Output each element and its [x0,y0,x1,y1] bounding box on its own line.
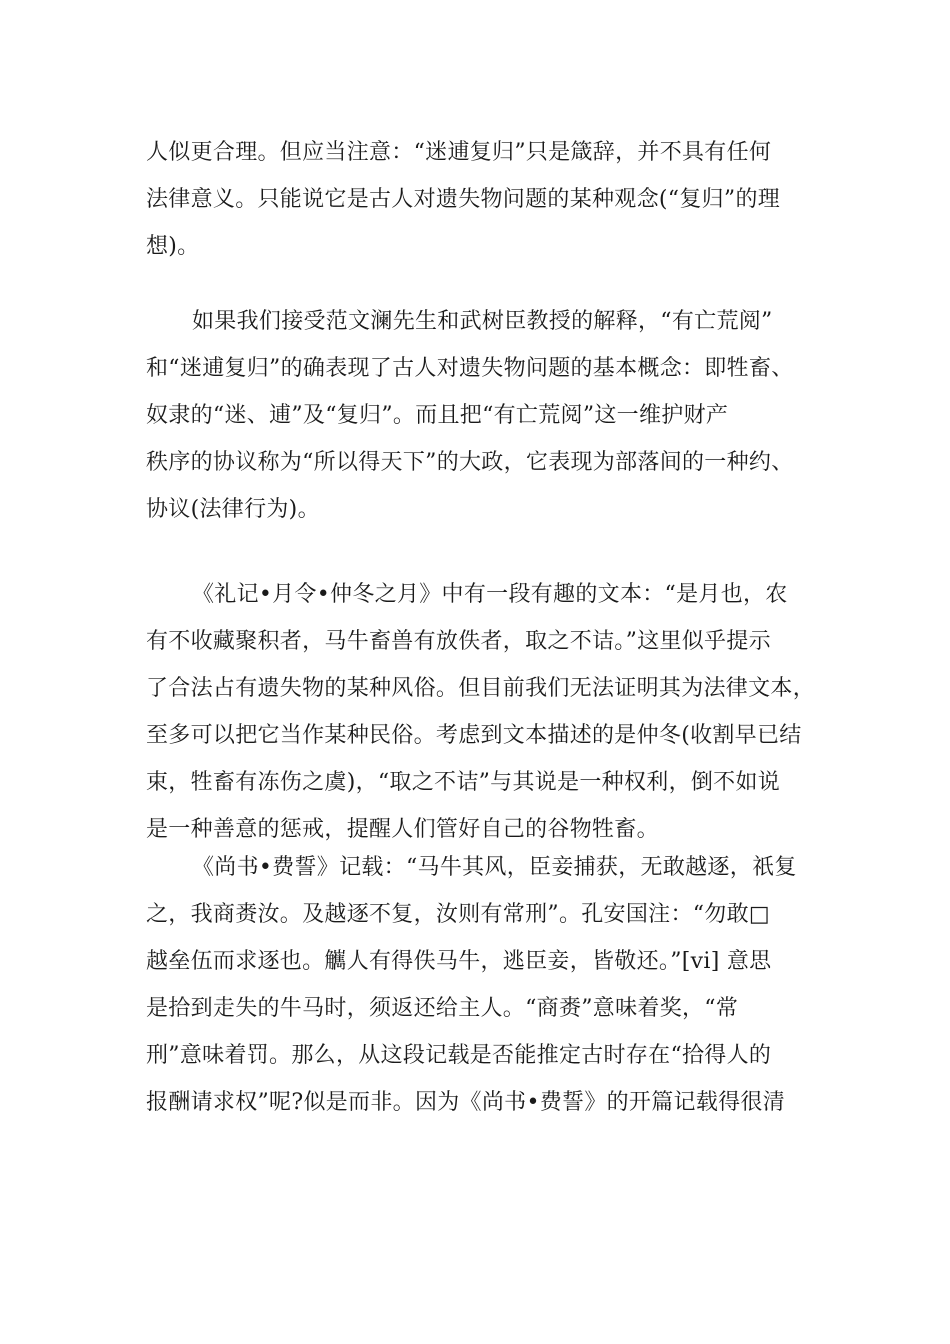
text-line: 是一种善意的惩戒，提醒人们管好自己的谷物牲畜。 [146,817,659,842]
text-line: 想)。 [146,234,200,259]
text-line: 越垒伍而求逐也。觽人有得佚马牛，逃臣妾，皆敬还。”[vi] 意思 [146,949,772,974]
text-line: 《礼记•月令•仲冬之月》中有一段有趣的文本：“是月也，农 [192,582,788,607]
text-line: 了合法占有遗失物的某种风俗。但目前我们无法证明其为法律文本， [146,676,816,701]
text-line: 如果我们接受范文澜先生和武树臣教授的解释，“有亡荒阅” [192,309,773,334]
text-line: 是拾到走失的牛马时，须返还给主人。“商赉”意味着奖，“常 [146,996,739,1021]
text-line: 有不收藏聚积者，马牛畜兽有放佚者，取之不诘。”这里似乎提示 [146,629,771,654]
text-line: 人似更合理。但应当注意：“迷逋复归”只是箴辞，并不具有任何 [146,140,772,165]
paragraph-3 [146,571,816,853]
text-line: 法律意义。只能说它是古人对遗失物问题的某种观念(“复归”的理 [146,187,781,212]
paragraph-2 [146,298,806,533]
text-line: 之，我商赉汝。及越逐不复，汝则有常刑”。孔安国注：“勿敢□ [146,902,770,927]
paragraph-1 [146,129,806,270]
text-line: 协议(法律行为)。 [146,497,320,522]
text-line: 《尚书•费誓》记载：“马牛其风，臣妾捕获，无敢越逐，祇复 [192,855,797,880]
text-line: 和“迷逋复归”的确表现了古人对遗失物问题的基本概念：即牲畜、 [146,356,794,381]
text-line: 奴隶的“迷、逋”及“复归”。而且把“有亡荒阅”这一维护财产 [146,403,729,428]
text-line: 束，牲畜有冻伤之虞)，“取之不诘”与其说是一种权利，倒不如说 [146,770,781,795]
text-line: 秩序的协议称为“所以得天下”的大政，它表现为部落间的一种约、 [146,450,794,475]
text-line: 刑”意味着罚。那么，从这段记载是否能推定古时存在“拾得人的 [146,1043,772,1068]
paragraph-4 [146,844,806,1126]
text-line: 至多可以把它当作某种民俗。考虑到文本描述的是仲冬(收割早已结 [146,723,802,748]
text-line: 报酬请求权”呢?似是而非。因为《尚书•费誓》的开篇记载得很清 [146,1090,786,1115]
